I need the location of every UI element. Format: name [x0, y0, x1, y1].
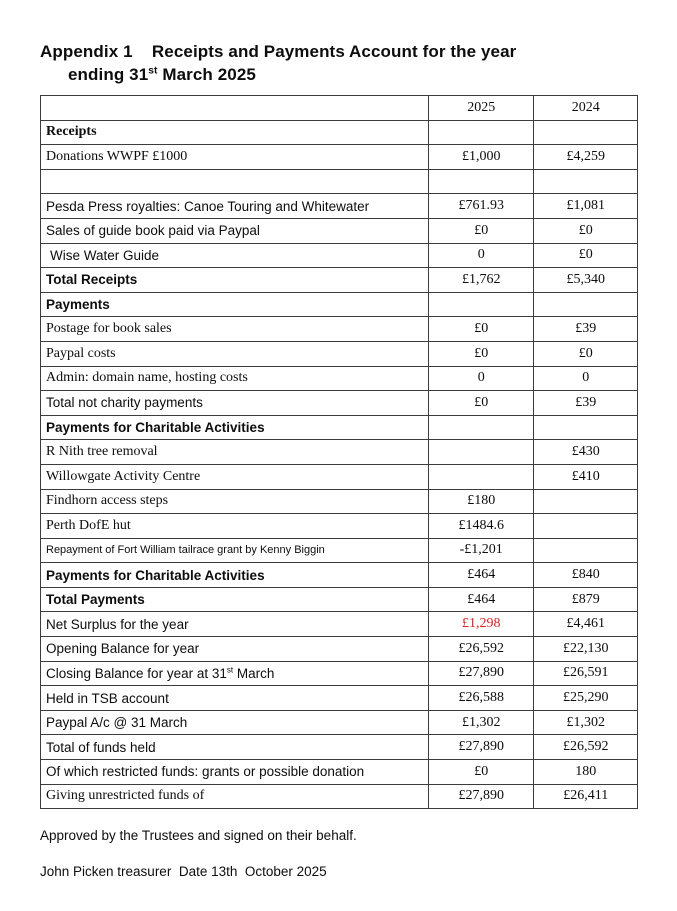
- page-title-line2: [68, 63, 638, 86]
- value-2025-cell: 0: [428, 366, 534, 391]
- value-2025-cell: £1,762: [428, 268, 534, 293]
- table-row: [41, 194, 638, 219]
- value-2025-cell: [428, 292, 534, 317]
- row-label-cell: Held in TSB account: [41, 686, 429, 711]
- row-label-cell: Total not charity payments: [41, 391, 429, 416]
- footer-approval-text: Approved by the Trustees and signed on their behalf.: [40, 828, 357, 844]
- value-2025-cell: [428, 169, 534, 194]
- table-row: [41, 710, 638, 735]
- value-2024-cell: £840: [534, 563, 638, 588]
- value-2024-cell: £4,461: [534, 612, 638, 637]
- value-2025-cell: £1484.6: [428, 514, 534, 539]
- value-2025-cell: £464: [428, 563, 534, 588]
- receipts-table-body: [41, 96, 638, 809]
- value-2025-cell: 0: [428, 243, 534, 268]
- value-2025-cell: £26,592: [428, 637, 534, 662]
- row-label-cell: Opening Balance for year: [41, 637, 429, 662]
- table-row: [41, 760, 638, 785]
- value-2024-cell: £1,302: [534, 710, 638, 735]
- value-2025-cell: £0: [428, 218, 534, 243]
- table-row: [41, 661, 638, 686]
- title-line2-pre: ending 31: [68, 65, 149, 84]
- value-2024-cell: [534, 292, 638, 317]
- table-row: [41, 440, 638, 465]
- value-2024-cell: £5,340: [534, 268, 638, 293]
- value-2024-cell: £26,411: [534, 784, 638, 809]
- row-label-cell: Total Payments: [41, 587, 429, 612]
- page-title: [40, 40, 638, 86]
- row-label-cell: Pesda Press royalties: Canoe Touring and Whitewater: [41, 194, 429, 219]
- row-label-cell: Payments for Charitable Activities: [41, 415, 429, 440]
- value-2024-cell: £39: [534, 317, 638, 342]
- row-label-cell: Repayment of Fort William tailrace grant by Kenny Biggin: [41, 538, 429, 563]
- value-2024-cell: £430: [534, 440, 638, 465]
- page-title-line1: Appendix 1 Receipts and Payments Account for the year: [40, 42, 517, 61]
- table-row: [41, 538, 638, 563]
- value-2024-cell: £39: [534, 391, 638, 416]
- row-label-cell: Paypal costs: [41, 341, 429, 366]
- table-row: [41, 341, 638, 366]
- value-2025-cell: £1,000: [428, 145, 534, 170]
- row-label-cell: Total Receipts: [41, 268, 429, 293]
- value-2025-cell: [428, 415, 534, 440]
- row-label-cell: Findhorn access steps: [41, 489, 429, 514]
- value-2024-cell: £1,081: [534, 194, 638, 219]
- row-label-cell: Sales of guide book paid via Paypal: [41, 218, 429, 243]
- table-row: [41, 268, 638, 293]
- table-row: [41, 489, 638, 514]
- table-row: [41, 120, 638, 145]
- value-2024-cell: £879: [534, 587, 638, 612]
- row-label-cell: Total of funds held: [41, 735, 429, 760]
- value-2025-cell: £0: [428, 760, 534, 785]
- table-row: [41, 169, 638, 194]
- row-label-cell: Closing Balance for year at 31st March: [41, 661, 429, 686]
- title-ordinal-superscript: st: [148, 65, 158, 77]
- value-2025-cell: [428, 440, 534, 465]
- row-label-cell: Payments: [41, 292, 429, 317]
- table-row: [41, 637, 638, 662]
- value-2024-cell: 0: [534, 366, 638, 391]
- header-year-2025-cell: 2025: [428, 96, 534, 121]
- value-2025-cell: £27,890: [428, 661, 534, 686]
- row-label-cell: R Nith tree removal: [41, 440, 429, 465]
- table-row: [41, 292, 638, 317]
- title-line2-post: March 2025: [157, 65, 256, 84]
- value-2024-cell: £22,130: [534, 637, 638, 662]
- row-label-cell: Payments for Charitable Activities: [41, 563, 429, 588]
- row-label-cell: Giving unrestricted funds of: [41, 784, 429, 809]
- header-blank-cell: [41, 96, 429, 121]
- value-2025-cell: [428, 464, 534, 489]
- header-year-2024-cell: 2024: [534, 96, 638, 121]
- table-row: [41, 735, 638, 760]
- table-row: [41, 415, 638, 440]
- value-2025-cell: [428, 120, 534, 145]
- table-row: [41, 243, 638, 268]
- table-row: [41, 391, 638, 416]
- value-2024-cell: £0: [534, 243, 638, 268]
- value-2024-cell: [534, 514, 638, 539]
- row-label-cell: Admin: domain name, hosting costs: [41, 366, 429, 391]
- value-2024-cell: [534, 169, 638, 194]
- value-2024-cell: £0: [534, 341, 638, 366]
- table-row: [41, 366, 638, 391]
- value-2025-cell: £27,890: [428, 784, 534, 809]
- row-label-cell: Net Surplus for the year: [41, 612, 429, 637]
- table-row: [41, 563, 638, 588]
- row-label-cell: Paypal A/c @ 31 March: [41, 710, 429, 735]
- table-row: [41, 218, 638, 243]
- table-header-row: [41, 96, 638, 121]
- value-2024-cell: [534, 489, 638, 514]
- value-2024-cell: £4,259: [534, 145, 638, 170]
- value-2025-cell: £464: [428, 587, 534, 612]
- receipts-payments-table: [40, 95, 638, 809]
- value-2025-cell: £1,302: [428, 710, 534, 735]
- value-2025-cell: £26,588: [428, 686, 534, 711]
- row-label-cell: Willowgate Activity Centre: [41, 464, 429, 489]
- table-row: [41, 514, 638, 539]
- row-label-cell: Perth DofE hut: [41, 514, 429, 539]
- value-2025-cell: £27,890: [428, 735, 534, 760]
- value-2024-cell: £26,592: [534, 735, 638, 760]
- value-2024-cell: £410: [534, 464, 638, 489]
- value-2025-cell: £180: [428, 489, 534, 514]
- row-label-cell: Postage for book sales: [41, 317, 429, 342]
- row-label-cell: [41, 169, 429, 194]
- value-2024-cell: [534, 120, 638, 145]
- value-2025-cell: £1,298: [428, 612, 534, 637]
- value-2025-cell: £0: [428, 341, 534, 366]
- value-2024-cell: [534, 415, 638, 440]
- row-label-cell: Of which restricted funds: grants or possible donation: [41, 760, 429, 785]
- row-label-cell: Receipts: [41, 120, 429, 145]
- footer-signature-text: John Picken treasurer Date 13th October 2025: [40, 864, 327, 880]
- value-2024-cell: £0: [534, 218, 638, 243]
- table-row: [41, 464, 638, 489]
- table-row: [41, 784, 638, 809]
- table-row: [41, 686, 638, 711]
- value-2024-cell: [534, 538, 638, 563]
- value-2024-cell: 180: [534, 760, 638, 785]
- table-row: [41, 612, 638, 637]
- table-row: [41, 587, 638, 612]
- value-2024-cell: £25,290: [534, 686, 638, 711]
- row-label-cell: Donations WWPF £1000: [41, 145, 429, 170]
- row-label-cell: Wise Water Guide: [41, 243, 429, 268]
- value-2025-cell: £761.93: [428, 194, 534, 219]
- table-row: [41, 317, 638, 342]
- table-row: [41, 145, 638, 170]
- value-2025-cell: £0: [428, 317, 534, 342]
- value-2025-cell: £0: [428, 391, 534, 416]
- value-2025-cell: -£1,201: [428, 538, 534, 563]
- value-2024-cell: £26,591: [534, 661, 638, 686]
